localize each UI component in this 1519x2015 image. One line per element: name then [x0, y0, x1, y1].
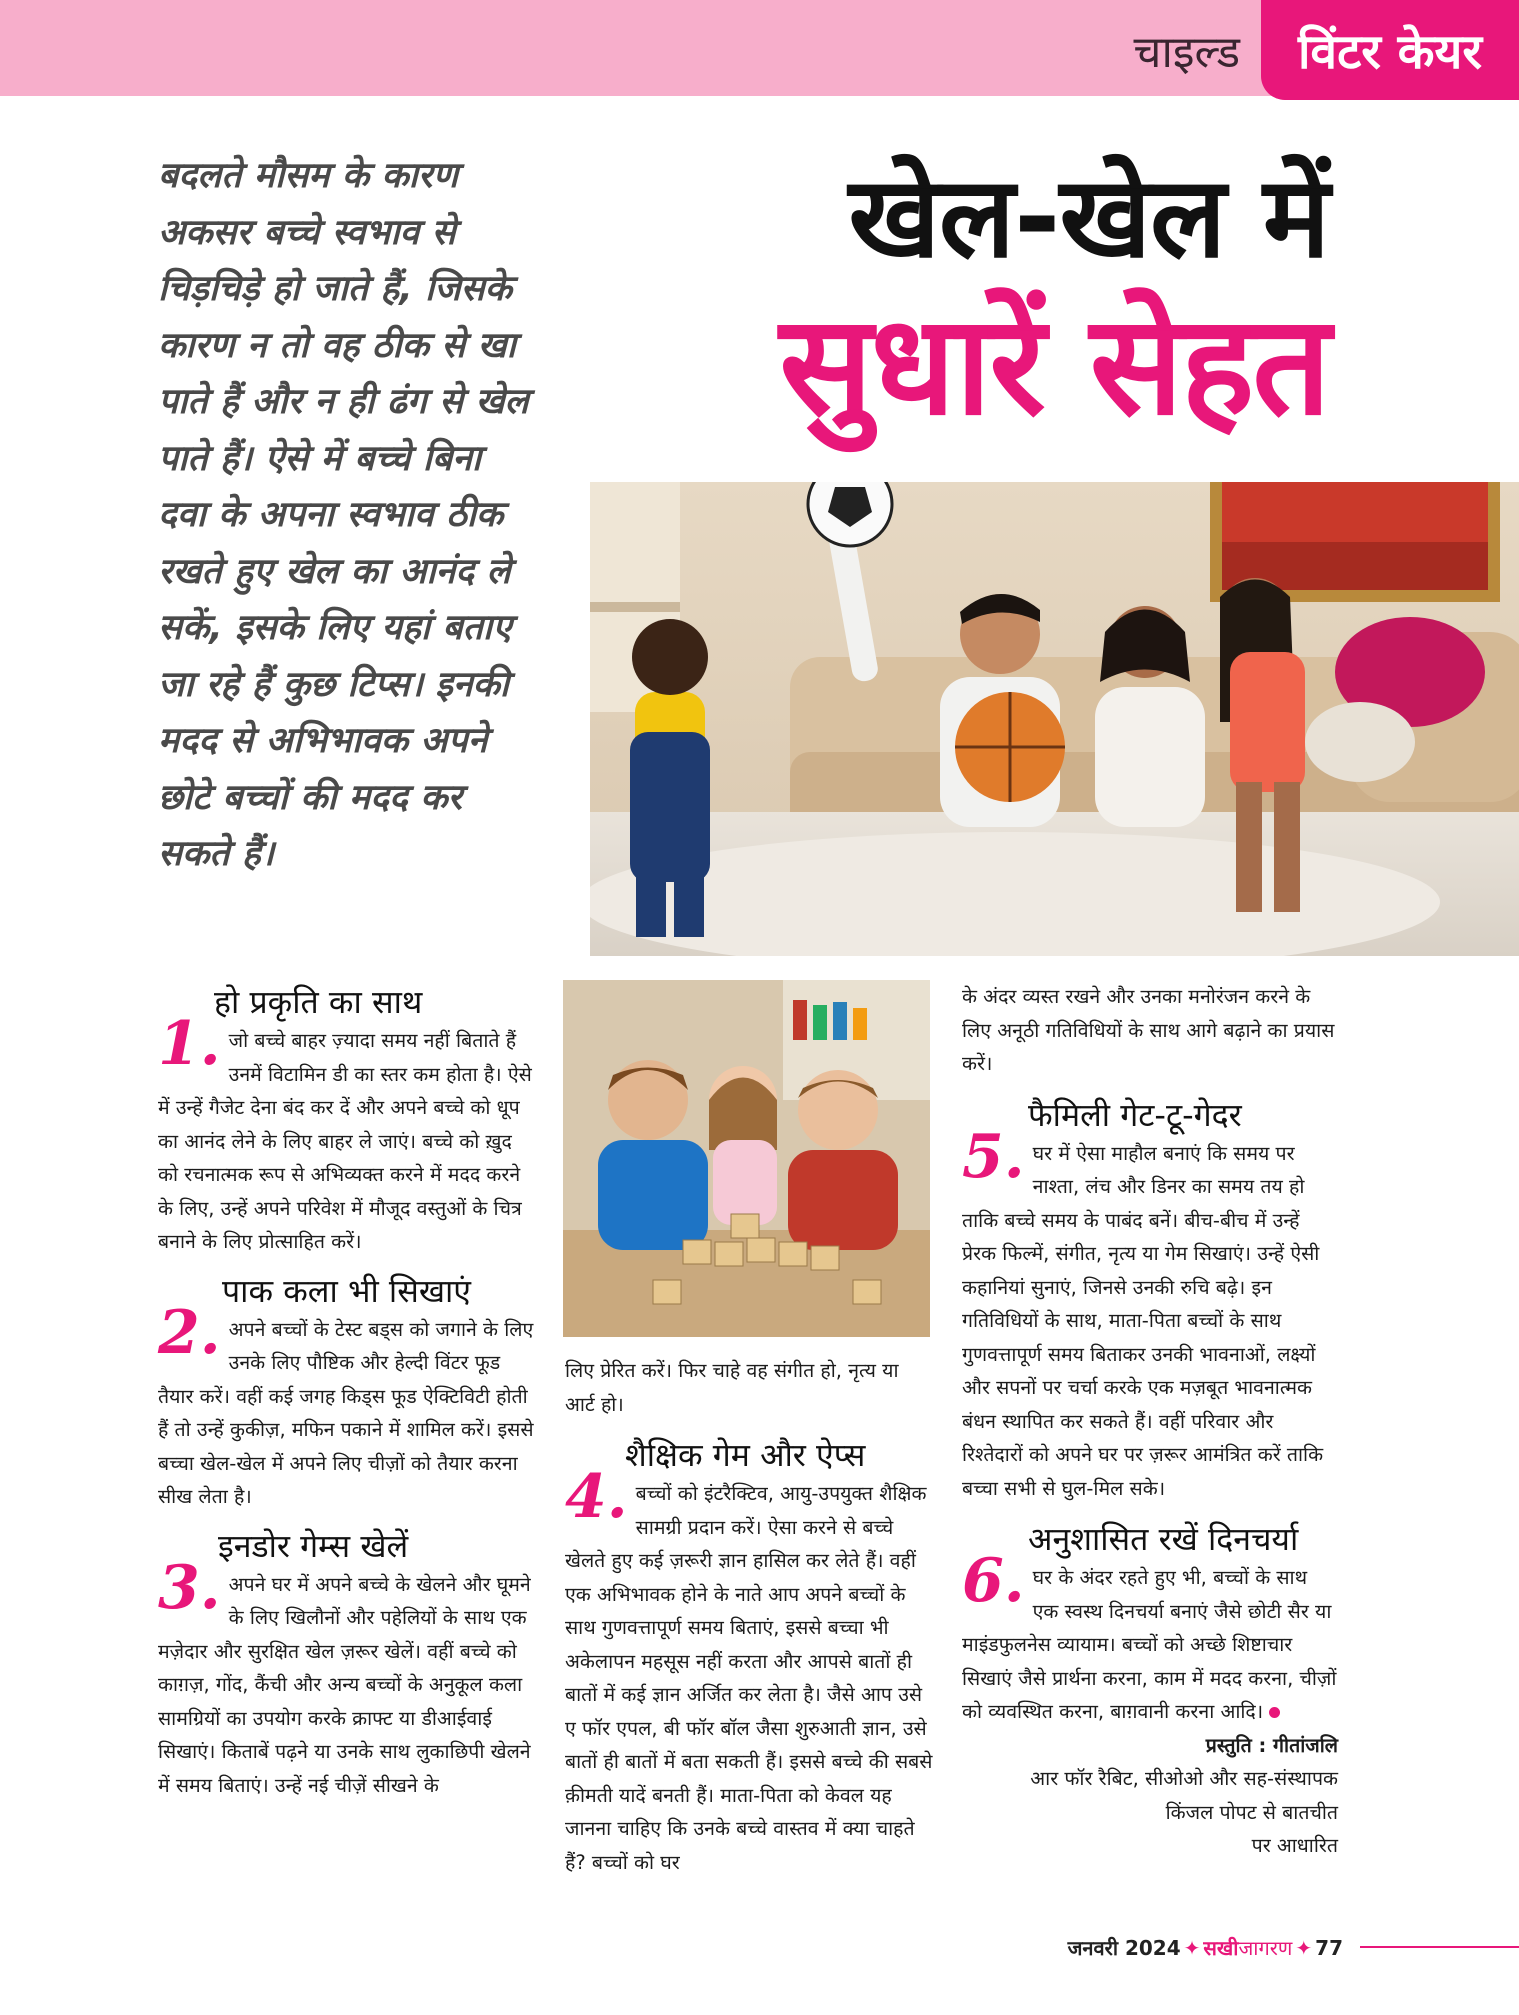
family-playing-ball-photo: [590, 482, 1519, 956]
footer-brand: [1203, 1936, 1292, 1960]
tip-5-number: 5.: [962, 1121, 1025, 1192]
star-icon: ✦: [1295, 1936, 1313, 1960]
tip-1-title: हो प्रकृति का साथ: [214, 983, 423, 1021]
section-label: चाइल्ड: [1133, 27, 1240, 78]
tip-2-title: पाक कला भी सिखाएं: [222, 1271, 471, 1310]
tip-6-title: अनुशासित रखें दिनचर्या: [1028, 1520, 1299, 1558]
tip-6: [962, 1517, 1338, 1729]
intro-text: बदलते मौसम के कारण अकसर बच्चे स्वभाव से चिड़चिड़े हो जाते हैं, जिसके कारण न तो वह ठीक से खा पाते हैं और न ही ढंग से खेल पाते हैं। ऐसे में बच्चे बिना दवा के अपना स्वभाव ठीक रखते हुए खेल का आनंद ले सकें, इसके लिए यहां बताए जा रहे हैं कुछ टिप्स। इनकी मदद से अभिभावक अपने छोटे बच्चों की मदद कर सकते हैं।: [158, 155, 529, 874]
tip-4-body: बच्चों को इंटरैक्टिव, आयु-उपयुक्त शैक्षिक सामग्री प्रदान करें। ऐसा करने से बच्चे खेलते हुए कई ज़रूरी ज्ञान हासिल कर लेते हैं। वहीं एक अभिभावक होने के नाते आप अपने बच्चों के साथ गुणवत्तापूर्ण समय बिताएं, इससे बच्चा भी अकेलापन महसूस नहीं करता और आपसे बातों ही बातों में कई ज्ञान अर्जित कर लेता है। जैसे आप उसे ए फॉर एपल, बी फॉर बॉल जैसा शुरुआती ज्ञान, उसे बातों ही बातों में बता सकती हैं। इससे बच्चे की सबसे क़ीमती यादें बनती हैं। माता-पिता को केवल यह जानना चाहिए कि उनके बच्चे वास्तव में क्या चाहते हैं? बच्चों को घर: [565, 1482, 933, 1874]
column-3: [962, 980, 1338, 1863]
footer-brand-sakhi: सखी: [1203, 1936, 1239, 1960]
tip-5-body: घर में ऐसा माहौल बनाएं कि समय पर नाश्ता, लंच और डिनर का समय तय हो ताकि बच्चे समय के पाबंद बनें। बीच-बीच में उन्हें प्रेरक फिल्में, संगीत, नृत्य या गेम सिखाएं। उन्हें ऐसी कहानियां सुनाएं, जिनसे उनकी रुचि बढ़े। इन गतिविधियों के साथ, माता-पिता बच्चों के साथ गुणवत्तापूर्ण समय बिताकर उनकी भावनाओं, लक्ष्यों और सपनों पर चर्चा करके एक मज़बूत भावनात्मक बंधन स्थापित कर सकते हैं। वहीं परिवार और रिश्तेदारों को अपने घर पर ज़रूर आमंत्रित करें ताकि बच्चा सभी से घुल-मिल सके।: [962, 1141, 1324, 1500]
tip-2-number: 2.: [158, 1297, 221, 1368]
tip-2: [158, 1269, 534, 1514]
end-mark-icon: [1269, 1707, 1280, 1718]
tip-4-title: शैक्षिक गेम और ऐप्स: [625, 1436, 866, 1474]
tip-5: [962, 1093, 1338, 1506]
credit-author: प्रस्तुति : गीतांजलि: [1205, 1733, 1338, 1757]
tip-5-title: फैमिली गेट-टू-गेदर: [1028, 1095, 1242, 1134]
tip-6-body: घर के अंदर रहते हुए भी, बच्चों के साथ एक स्वस्थ दिनचर्या बनाएं जैसे छोटी सैर या माइंडफुलनेस व्यायाम। बच्चों को अच्छे शिष्टाचार सिखाएं जैसे प्रार्थना करना, काम में मदद करना, चीज़ों को व्यवस्थित करना, बाग़वानी करना आदि।: [962, 1566, 1337, 1723]
kids-playing-blocks-photo: [563, 980, 930, 1337]
headline-line-2: सुधारें सेहत: [779, 285, 1329, 446]
headline-line-1: खेल-खेल में: [848, 153, 1329, 283]
credit-line-2: किंजल पोपट से बातचीत: [1165, 1800, 1338, 1824]
credit-line-1: आर फॉर रैबिट, सीओओ और सह-संस्थापक: [1030, 1767, 1338, 1790]
footer-brand-jagran: जागरण: [1238, 1936, 1293, 1960]
tip-4-continued: के अंदर व्यस्त रखने और उनका मनोरंजन करने के लिए अनूठी गतिविधियों के साथ आगे बढ़ाने का प्रयास करें।: [962, 985, 1335, 1075]
page-footer: [1068, 1934, 1343, 1961]
tip-2-body: अपने बच्चों के टेस्ट बड्स को जगाने के लिए उनके लिए पौष्टिक और हेल्दी विंटर फूड तैयार करें। वहीं कई जगह किड्स फूड ऐक्टिविटी होती हैं तो उन्हें कुकीज़, मफिन पकाने में शामिल करें। इससे बच्चा खेल-खेल में अपने लिए चीज़ों को तैयार करना सीख लेता है।: [158, 1317, 534, 1508]
column-1: [158, 980, 534, 1802]
tip-3-title: इनडोर गेम्स खेलें: [218, 1526, 409, 1565]
star-icon: ✦: [1183, 1936, 1201, 1960]
tip-1-body: जो बच्चे बाहर ज़्यादा समय नहीं बिताते हैं उनमें विटामिन डी का स्तर कम होता है। ऐसे में उन्हें गैजेट देना बंद कर दें और अपने बच्चे को धूप का आनंद लेने के लिए बाहर ले जाएं। बच्चे को ख़ुद को रचनात्मक रूप से अभिव्यक्त करने में मदद करने के लिए, उन्हें अपने परिवेश में मौजूद वस्तुओं के चित्र बनाने के लिए प्रोत्साहित करें।: [158, 1029, 532, 1253]
tip-1-number: 1.: [158, 1009, 221, 1079]
credit-line-3: पर आधारित: [1251, 1834, 1338, 1857]
footer-month: जनवरी 2024: [1067, 1936, 1181, 1960]
tip-4: [565, 1433, 933, 1879]
section-tab: विंटर केयर: [1261, 0, 1519, 100]
tip-3: [158, 1524, 534, 1803]
tip-3-body: अपने घर में अपने बच्चे के खेलने और घूमने के लिए खिलौनों और पहेलियों के साथ एक मज़ेदार और सुरक्षित खेल ज़रूर खेलें। वहीं बच्चे को काग़ज़, गोंद, कैंची और अन्य बच्चों के अनुकूल कला सामग्रियों का उपयोग करके क्राफ्ट या डीआईवाई सिखाएं। किताबें पढ़ने या उनके साथ लुकाछिपी खेलने में समय बिताएं। उन्हें नई चीज़ें सीखने के: [158, 1572, 531, 1797]
tip-3-continued: लिए प्रेरित करें। फिर चाहे वह संगीत हो, नृत्य या आर्ट हो।: [565, 1359, 899, 1416]
tip-6-number: 6.: [962, 1546, 1025, 1616]
tip-1: [158, 980, 534, 1259]
footer-page-number: 77: [1315, 1936, 1343, 1960]
footer-rule: [1360, 1946, 1519, 1948]
tip-3-number: 3.: [158, 1552, 221, 1623]
credit-block: [962, 1729, 1338, 1863]
column-2: [565, 1354, 933, 1879]
tip-4-number: 4.: [565, 1462, 628, 1532]
